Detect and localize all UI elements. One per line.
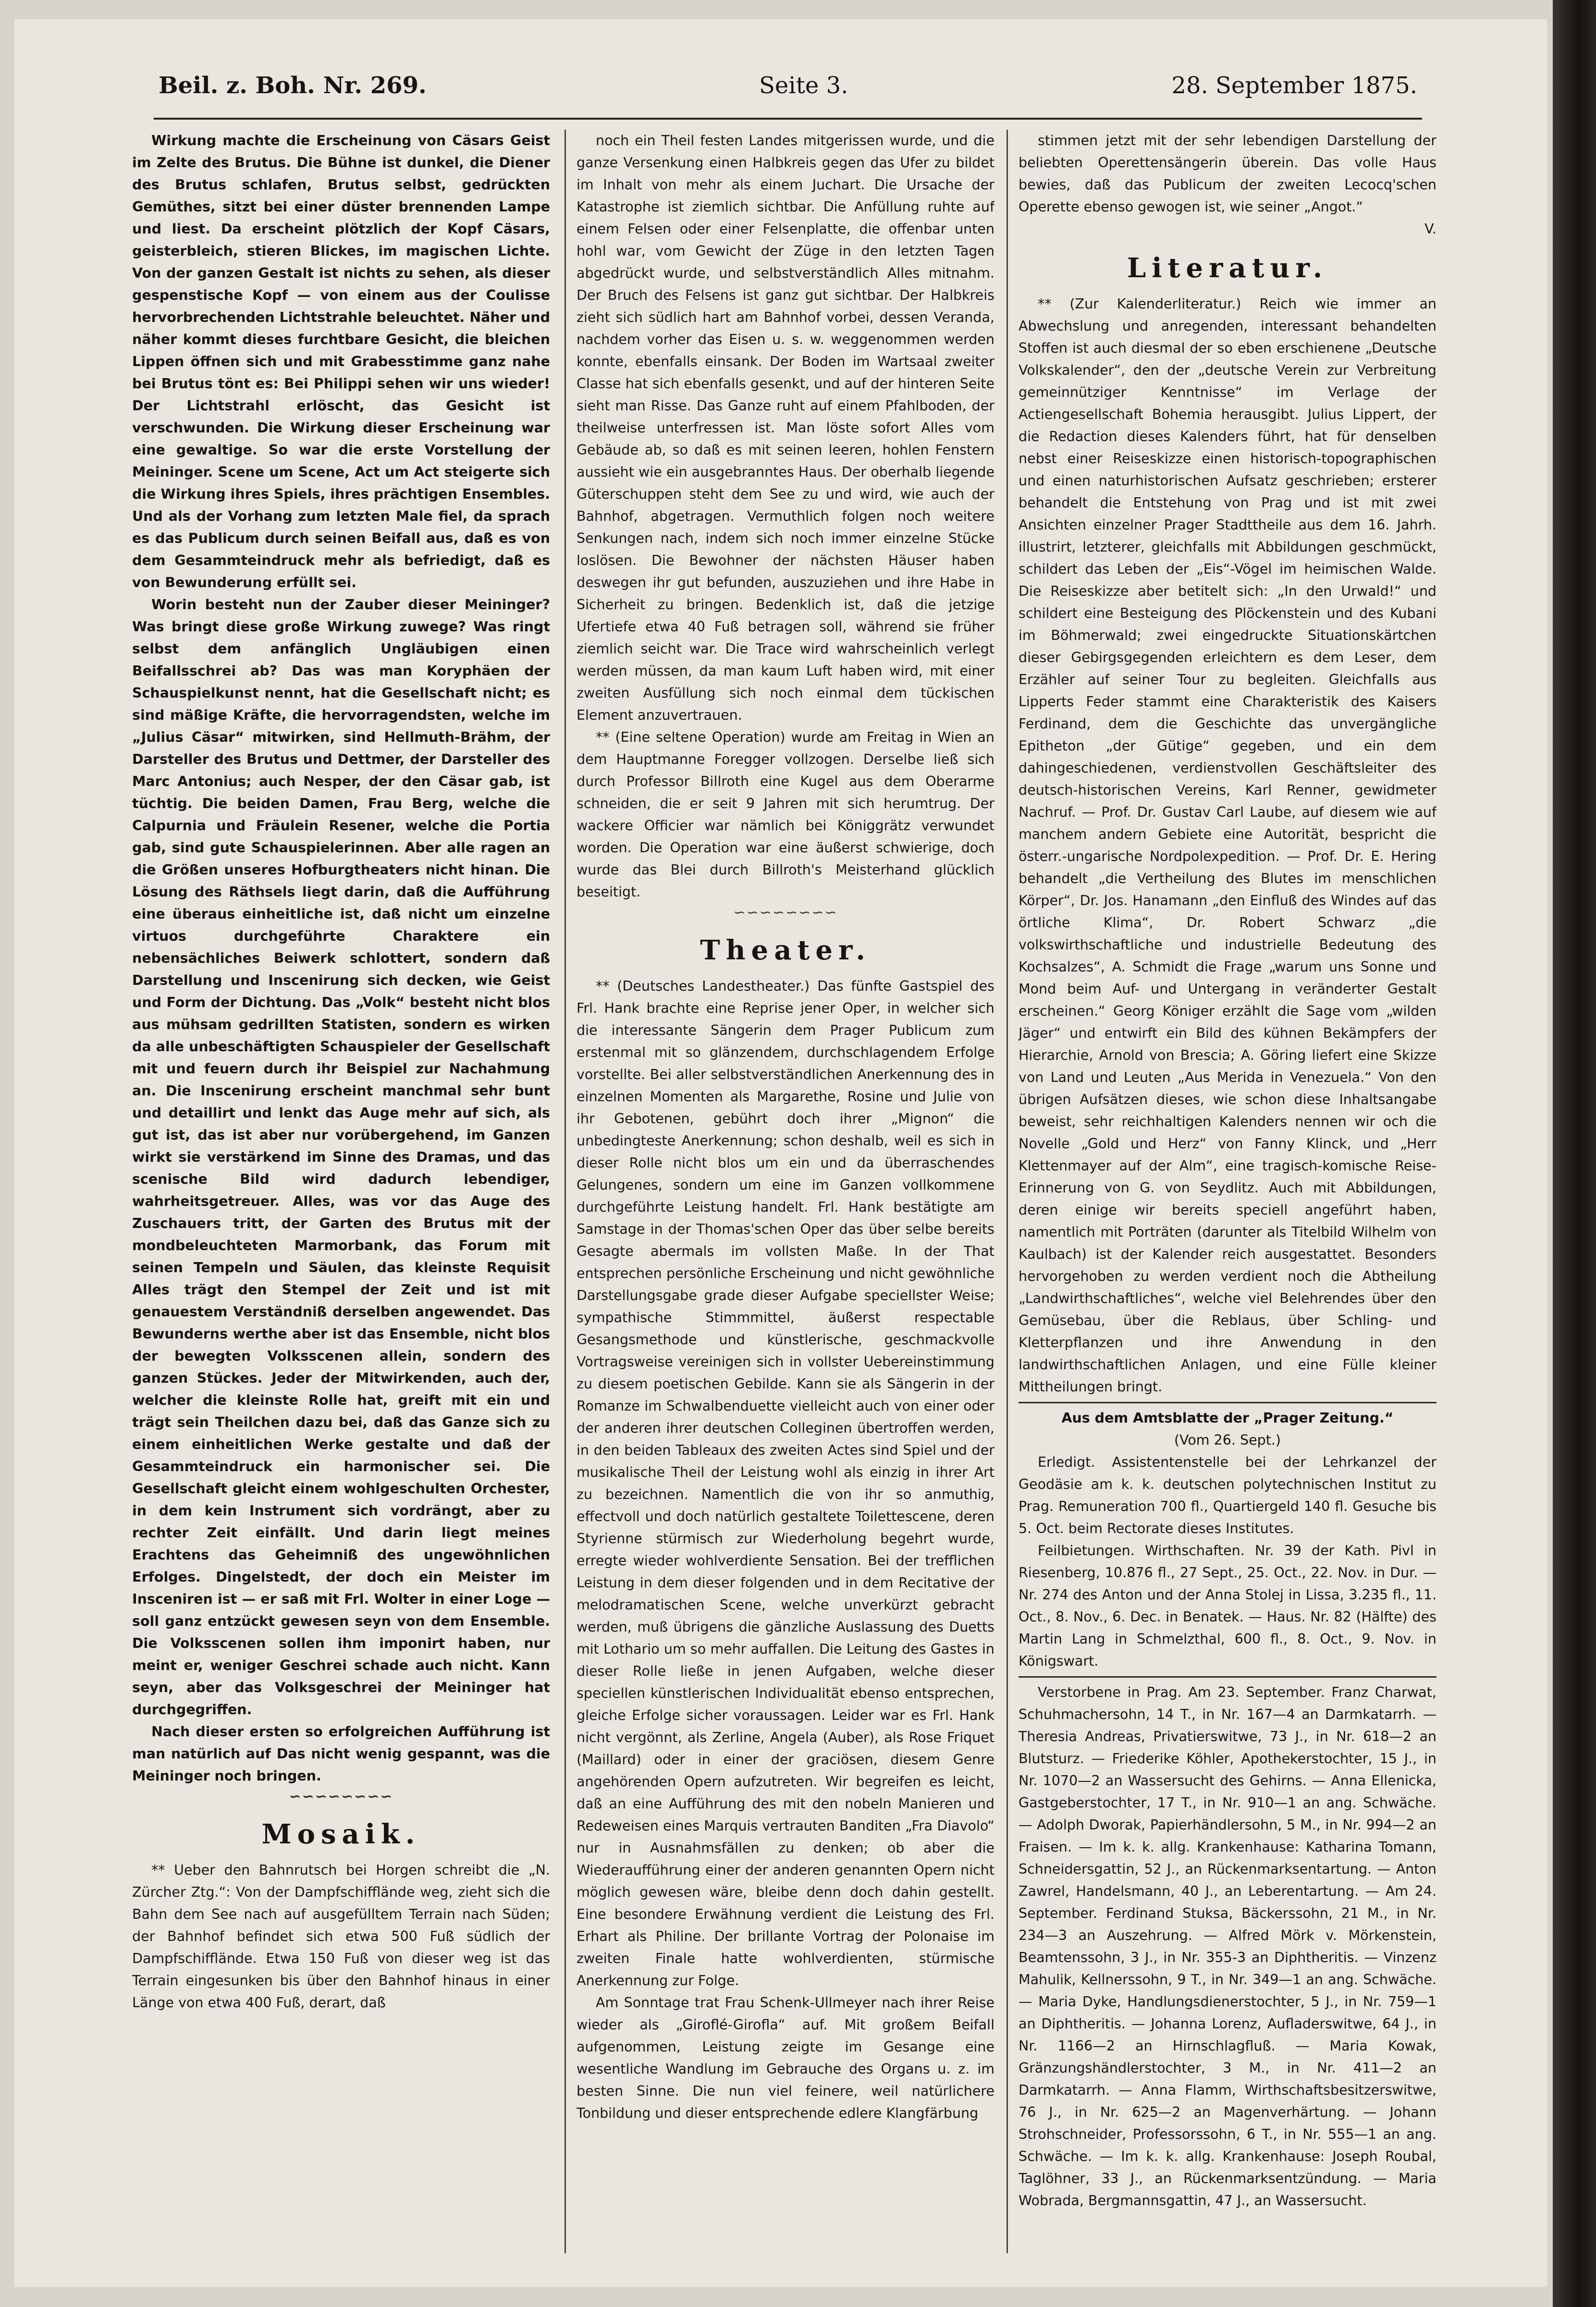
article-paragraph: Worin besteht nun der Zauber dieser Meininger? Was bringt diese große Wirkung zuwege? Was ringt selbst dem anfänglich Ungläubigen einen Beifallsschrei ab? Das was man Koryphäen der Schauspielkunst nennt, hat die Gesellschaft nicht; es sind mäßige Kräfte, die hervorragendsten, welche im „Julius Cäsar“ mitwirken, sind Hellmuth-Brähm, der Darsteller des Brutus und Dettmer, der Darsteller des Marc Antonius; auch Nesper, der den Cäsar gab, ist tüchtig. Die beiden Damen, Frau Berg, welche die Calpurnia und Fräulein Resener, welche die Portia gab, sind gute Schauspielerinnen. Aber alle ragen an die Größen unseres Hofburgtheaters nicht hinan. Die Lösung des Räthsels liegt darin, daß die Aufführung eine überaus einheitliche ist, daß nicht um einzelne virtuos durchgeführte Charaktere ein nebensächliches Beiwerk schlottert, sondern daß Darstellung und Inscenirung sich decken, wie Geist und Form der Dichtung. Das „Volk“ besteht nicht blos aus mühsam gedrillten Statisten, sondern es wirken da alle unbeschäftigten Schauspieler der Gesellschaft mit und feuern durch ihr Beispiel zur Nachahmung an. Die Inscenirung erscheint manchmal sehr bunt und detaillirt und lenkt das Auge mehr auf sich, als gut ist, das ist aber nur vorübergehend, im Ganzen wirkt sie verstärkend im Sinne des Dramas, und das scenische Bild wird dadurch lebendiger, wahrheitsgetreuer. Alles, was vor das Auge des Zuschauers tritt, der Garten des Brutus mit der mondbeleuchteten Marmorbank, das Forum mit seinen Tempeln und Säulen, das kleinste Requisit Alles trägt den Stempel der Zeit und ist mit genauestem Verständniß derselben angewendet. Das Bewunderns werthe aber ist das Ensemble, nicht blos der bewegten Volksscenen allein, sondern des ganzen Stückes. Jeder der Mitwirkenden, auch der, welcher die kleinste Rolle hat, greift mit ein und trägt sein Theilchen dazu bei, daß das Ganze sich zu einem einheitlichen Werke gestalte und daß der Gesammteindruck ein harmonischer sei. Die Gesellschaft gleicht einem wohlgeschulten Orchester, in dem kein Instrument sich vordrängt, aber zu rechter Zeit einfällt. Und darin liegt meines Erachtens das Geheimniß des ungewöhnlichen Erfolges. Dingelstedt, der doch ein Meister im Insceniren ist — er saß mit Frl. Wolter in einer Loge — soll ganz entzückt gewesen seyn von dem Ensemble. Die Volksscenen sollen ihm imponirt haben, nur meint er, weniger Geschrei schade auch nicht. Kann seyn, aber das Volksgeschrei der Meininger hat durchgegriffen. xyxy=(132,597,550,1718)
page-header xyxy=(159,72,1417,115)
issue-date: 28. September 1875. xyxy=(1171,72,1417,99)
section-heading-theater: Theater. xyxy=(700,934,871,966)
article-paragraph: ** (Zur Kalenderliteratur.) Reich wie immer an Abwechslung und anregenden, interessant behandelten Stoffen ist auch diesmal der so eben erschienene „Deutsche Volkskalender“, den der „deutsche Verein zur Verbreitung gemeinnütziger Kenntnisse“ im Verlage der Actiengesellschaft Bohemia herausgibt. Julius Lippert, der die Redaction dieses Kalenders führt, hat für denselben nebst einer Reiseskizze einen historisch-topographischen und einen naturhistorischen Aufsatz geschrieben; ersterer behandelt die Entstehung von Prag und ist mit zwei Ansichten einzelner Prager Stadttheile aus dem 16. Jahrh. illustrirt, letzterer, gleichfalls mit Abbildungen geschmückt, schildert das Leben der „Eis“-Vögel im heimischen Walde. Die Reiseskizze aber betitelt sich: „In den Urwald!“ und schildert eine Besteigung des Plöckenstein und des Kubani im Böhmerwald; zwei eingedruckte Situationskärtchen dieser Gebirgsgegenden erleichtern es dem Leser, dem Erzähler auf seiner Tour zu begleiten. Gleichfalls aus Lipperts Feder stammt eine Charakteristik des Kaisers Ferdinand, dem die Geschichte das unvergängliche Epitheton „der Gütige“ gegeben, und ein dem dahingeschiedenen, verdienstvollen Geschäftsleiter des deutsch-historischen Vereins, Karl Renner, gewidmeter Nachruf. — Prof. Dr. Gustav Carl Laube, auf diesem wie auf manchem andern Gebiete eine Autorität, bespricht die österr.-ungarische Nordpolexpedition. — Prof. Dr. E. Hering behandelt „die Vertheilung des Blutes im menschlichen Körper“, Dr. Jos. Hanamann „den Einfluß des Windes auf das örtliche Klima“, Dr. Robert Schwarz „die volkswirthschaftliche und industrielle Bedeutung des Kochsalzes“, A. Schmidt die Frage „warum uns Sonne und Mond beim Auf- und Untergang in veränderter Gestalt erscheinen.“ Georg Königer erzählt die Sage vom „wilden Jäger“ und entwirft ein Bild des kühnen Bekämpfers der Hierarchie, Arnold von Brescia; A. Göring liefert eine Skizze von Land und Leuten „Aus Merida in Venezuela.“ Von den übrigen Aufsätzen dieses, wie schon diese Inhaltsangabe beweist, sehr reichhaltigen Kalenders nennen wir och die Novelle „Gold und Herz“ von Fanny Klinck, und „Herr Klettenmayer auf der Alm“, eine tragisch-komische Reise-Erinnerung von G. von Seydlitz. Auch mit Abbildungen, deren einige wir bereits speciell angeführt haben, namentlich mit Porträten (darunter als Titelbild Wilhelm von Kaulbach) ist der Kalender reich ausgestattet. Besonders hervorgehoben zu werden verdient noch die Abtheilung „Landwirthschaftliches“, welche viel Belehrendes über den Gemüsebau, über die Reblaus, über Schling- und Kletterpflanzen und ihre Anwendung in den landwirthschaftlichen Anlagen, und eine Fülle kleiner Mittheilungen bringt. xyxy=(1019,296,1436,1395)
column-2 xyxy=(577,130,994,2253)
article-paragraph: ** (Eine seltene Operation) wurde am Freitag in Wien an dem Hauptmanne Foregger vollzogen. Derselbe ließ sich durch Professor Billroth eine Kugel aus dem Oberarme schneiden, die er seit 9 Jahren mit sich herumtrug. Der wackere Officier war nämlich bei Königgrätz verwundet worden. Die Operation war eine äußerst schwierige, doch wurde das Blei durch Billroth's Meisterhand glücklich beseitigt. xyxy=(577,729,994,900)
amtsblatt-date: (Vom 26. Sept.) xyxy=(1174,1432,1281,1448)
column-3 xyxy=(1019,130,1436,2253)
section-rule xyxy=(1019,1676,1436,1678)
issue-number: Beil. z. Boh. Nr. 269. xyxy=(159,72,427,99)
column-1 xyxy=(132,130,550,2253)
section-ornament: ∽∽∽∽∽∽∽∽ xyxy=(733,904,838,921)
notice-paragraph: Feilbietungen. Wirthschaften. Nr. 39 der Kath. Pivl in Riesenberg, 10.876 fl., 27 Sept., 25. Oct., 22. Nov. in Dur. — Nr. 274 des Anton und der Anna Stolej in Lissa, 3.235 fl., 11. Oct., 8. Nov., 6. Dec. in Benatek. — Haus. Nr. 82 (Hälfte) des Martin Lang in Schmelzthal, 600 fl., 8. Oct., 9. Nov. in Königswart. xyxy=(1019,1543,1436,1669)
page-number: Seite 3. xyxy=(759,72,848,99)
article-paragraph: stimmen jetzt mit der sehr lebendigen Darstellung der beliebten Operettensängerin überein. Das volle Haus bewies, daß das Publicum der zweiten Lecocq'schen Operette ebenso gewogen ist, wie seiner „Angot.“ xyxy=(1019,133,1436,215)
header-rule xyxy=(154,118,1422,120)
article-paragraph: noch ein Theil festen Landes mitgerissen wurde, und die ganze Versenkung einen Halbkreis gegen das Ufer zu bildet im Inhalt von mehr als einem Juchart. Die Ursache der Katastrophe ist ziemlich sichtbar. Die Anfüllung ruhte auf einem Felsen oder einer Felsenplatte, die offenbar unten hohl war, vom Gewicht der Züge in den letzten Tagen abgedrückt wurde, und selbstverständlich Alles mitnahm. Der Bruch des Felsens ist ganz gut sichtbar. Der Halbkreis zieht sich südlich hart am Bahnhof vorbei, dessen Veranda, nachdem vorher das Eisen u. s. w. weggenommen werden konnte, ebenfalls einsank. Der Boden im Wartsaal zweiter Classe hat sich ebenfalls gesenkt, und auf der hinteren Seite sieht man Risse. Das Ganze ruht auf einem Pfahlboden, der theilweise unterfressen ist. Man löste sofort Alles vom Gebäude ab, so daß es mit seinen leeren, hohlen Fenstern aussieht wie ein ausgebranntes Haus. Der oberhalb liegende Güterschuppen steht dem See zu und wird, wie auch der Bahnhof, abgetragen. Vermuthlich folgen noch weitere Senkungen nach, indem sich noch immer einzelne Stücke loslösen. Die Bewohner der nächsten Häuser haben deswegen ihr gut befunden, auszuziehen und ihre Habe in Sicherheit zu bringen. Bedenklich ist, daß die jetzige Ufertiefe etwa 40 Fuß betragen soll, während sie früher ziemlich seicht war. Die Trace wird wahrscheinlich verlegt werden müssen, da man kaum Luft haben wird, mit einer zweiten Ausfüllung sich noch einmal dem tückischen Element anzuvertrauen. xyxy=(577,133,994,723)
article-paragraph: ** (Deutsches Landestheater.) Das fünfte Gastspiel des Frl. Hank brachte eine Reprise jener Oper, in welcher sich die interessante Sängerin dem Prager Publicum zum erstenmal mit so glänzendem, durchschlagendem Erfolge vorstellte. Bei aller selbstverständlichen Anerkennung des in einzelnen Momenten als Margarethe, Rosine und Julie von ihr Gebotenen, gebührt doch ihrer „Mignon“ die unbedingteste Anerkennung; schon deshalb, weil es sich in dieser Rolle nicht blos um ein und da überraschendes Gelungenes, sondern um eine im Ganzen vollkommene durchgeführte Leistung handelt. Frl. Hank bestätigte am Samstage in der Thomas'schen Oper das über selbe bereits Gesagte abermals im vollsten Maße. In der That entsprechen persönliche Erscheinung und nicht gewöhnliche Darstellungsgabe grade dieser Aufgabe speciellster Weise; sympathische Stimmmittel, äußerst respectable Gesangsmethode und künstlerische, geschmackvolle Vortragsweise vereinigen sich in vollster Uebereinstimmung zu diesem poetischen Gebilde. Kann sie als Sängerin in der Romanze im Schwalbenduette vielleicht auch von einer oder der anderen ihrer deutschen Colleginen übertroffen werden, in den beiden Tableaux des zweiten Actes sind Spiel und der musikalische Theil der Leistung wohl als einzig in ihrer Art zu bezeichnen. Namentlich die von ihr so anmuthig, effectvoll und doch natürlich gestaltete Toilettescene, deren Styrienne stürmisch zur Wiederholung begehrt wurde, erregte wieder wohlverdiente Sensation. Bei der trefflichen Leistung in dem dieser folgenden und in dem Recitative der melodramatischen Scene, welche unverkürzt gebracht werden, muß übrigens die gänzliche Auslassung des Duetts mit Lothario um so mehr auffallen. Die Leitung des Gastes in dieser Rolle ließe in jenen Aufgaben, welche dieser speciellen künstlerischen Individualität ebenso entsprechen, gleiche Erfolge sicher voraussagen. Leider war es Frl. Hank nicht vergönnt, als Zerline, Angela (Auber), als Rose Friquet (Maillard) oder in einer der graciösen, diesem Genre angehörenden Opern aufzutreten. Wir begreifen es leicht, daß an eine Aufführung des mit den nobeln Manieren und Redeweisen eines Marquis vertrauten Banditen „Fra Diavolo“ nur in Ausnahmsfällen zu denken; ob aber die Wiederaufführung einer der anderen genannten Opern nicht möglich gewesen wäre, bleibe denn doch dahin gestellt. Eine besondere Erwähnung verdient die Leistung des Frl. Erhart als Philine. Der brillante Vortrag der Polonaise im zweiten Finale hatte wohlverdienten, stürmische Anerkennung zur Folge. xyxy=(577,978,994,1988)
article-paragraph: Wirkung machte die Erscheinung von Cäsars Geist im Zelte des Brutus. Die Bühne ist dunkel, die Diener des Brutus schlafen, Brutus selbst, gedrückten Gemüthes, sitzt bei einer düster brennenden Lampe und liest. Da erscheint plötzlich der Kopf Cäsars, geisterbleich, stieren Blickes, im magischen Lichte. Von der ganzen Gestalt ist nichts zu sehen, als dieser gespenstische Kopf — von einem aus der Coulisse hervorbrechenden Lichtstrahle beleuchtet. Näher und näher kommt dieses furchtbare Gesicht, die bleichen Lippen öffnen sich und mit Grabesstimme ganz nahe bei Brutus tönt es: Bei Philippi sehen wir uns wieder! Der Lichtstrahl erlöscht, das Gesicht ist verschwunden. Die Wirkung dieser Erscheinung war eine gewaltige. So war die erste Vorstellung der Meininger. Scene um Scene, Act um Act steigerte sich die Wirkung ihres Spiels, ihres prächtigen Ensembles. Und als der Vorhang zum letzten Male fiel, da sprach es das Publicum durch seinen Beifall aus, daß es von dem Gesammteindruck mehr als befriedigt, daß es von Bewunderung erfüllt sei. xyxy=(132,133,550,590)
article-paragraph: Nach dieser ersten so erfolgreichen Aufführung ist man natürlich auf Das nicht wenig gespannt, was die Meininger noch bringen. xyxy=(132,1724,550,1784)
author-signature: V. xyxy=(1424,221,1436,237)
notice-paragraph: Erledigt. Assistentenstelle bei der Lehrkanzel der Geodäsie am k. k. deutschen polytechnischen Institut zu Prag. Remuneration 700 fl., Quartiergeld 140 fl. Gesuche bis 5. Oct. beim Rectorate dieses Institutes. xyxy=(1019,1454,1436,1536)
column-divider xyxy=(1007,130,1008,2253)
book-binding-edge xyxy=(1553,0,1596,2307)
article-paragraph: ** Ueber den Bahnrutsch bei Horgen schreibt die „N. Zürcher Ztg.“: Von der Dampfschifflände weg, zieht sich die Bahn dem See nach auf ausgefülltem Terrain nach Süden; der Bahnhof befindet sich etwa 500 Fuß südlich der Dampfschifflände. Etwa 150 Fuß von dieser weg ist das Terrain eingesunken bis über den Bahnhof hinaus in einer Länge von etwa 400 Fuß, derart, daß xyxy=(132,1862,550,2011)
section-heading-mosaik: Mosaik. xyxy=(261,1818,421,1850)
column-divider xyxy=(565,130,566,2253)
section-heading-literatur: Literatur. xyxy=(1127,252,1328,284)
section-ornament: ∽∽∽∽∽∽∽∽ xyxy=(289,1788,393,1805)
obituary-list: Verstorbene in Prag. Am 23. September. Franz Charwat, Schuhmachersohn, 14 T., in Nr. 167—4 an Darmkatarrh. — Theresia Andreas, Privatierswitwe, 73 J., in Nr. 618—2 an Blutsturz. — Friederike Köhler, Apothekerstochter, 15 J., in Nr. 1070—2 an Wassersucht des Gehirns. — Anna Ellenicka, Gastgeberstochter, 17 T., in Nr. 910—1 an ang. Schwäche. — Adolph Dworak, Papierhändlersohn, 5 M., in Nr. 994—2 an Fraisen. — Im k. k. allg. Krankenhause: Katharina Tomann, Schneidersgattin, 52 J., an Rückenmarksentartung. — Anton Zawrel, Handelsmann, 40 J., an Leberentartung. — Am 24. September. Ferdinand Stuksa, Bäckerssohn, 21 M., in Nr. 234—3 an Auszehrung. — Alfred Mörk v. Mörkenstein, Beamtenssohn, 3 J., in Nr. 355-3 an Diphtheritis. — Vinzenz Mahulik, Kellnerssohn, 9 T., in Nr. 349—1 an ang. Schwäche. — Maria Dyke, Handlungsdienerstochter, 5 J., in Nr. 759—1 an Diphtheritis. — Johanna Lorenz, Aufladerswitwe, 64 J., in Nr. 1166—2 an Hirnschlagfluß. — Maria Kowak, Gränzungshändlerstochter, 3 M., in Nr. 411—2 an Darmkatarrh. — Anna Flamm, Wirthschaftsbesitzerswitwe, 76 J., in Nr. 625—2 an Magenverhärtung. — Johann Strohschneider, Professorssohn, 6 T., in Nr. 555—1 an ang. Schwäche. — Im k. k. allg. Krankenhause: Joseph Roubal, Taglöhner, 33 J., an Rückenmarksentzündung. — Maria Wobrada, Bergmannsgattin, 47 J., an Wassersucht. xyxy=(1019,1684,1436,2209)
article-paragraph: Am Sonntage trat Frau Schenk-Ullmeyer nach ihrer Reise wieder als „Giroflé-Girofla“ auf. Mit großem Beifall aufgenommen, Leistung zeigte im Gesange eine wesentliche Wandlung im Gebrauche des Organs u. z. im besten Sinne. Die nun viel feinere, weil natürlichere Tonbildung und dieser entsprechende edlere Klangfärbung xyxy=(577,1995,994,2121)
section-heading-amtsblatt: Aus dem Amtsblatte der „Prager Zeitung.“ xyxy=(1061,1410,1394,1426)
section-rule xyxy=(1019,1402,1436,1403)
